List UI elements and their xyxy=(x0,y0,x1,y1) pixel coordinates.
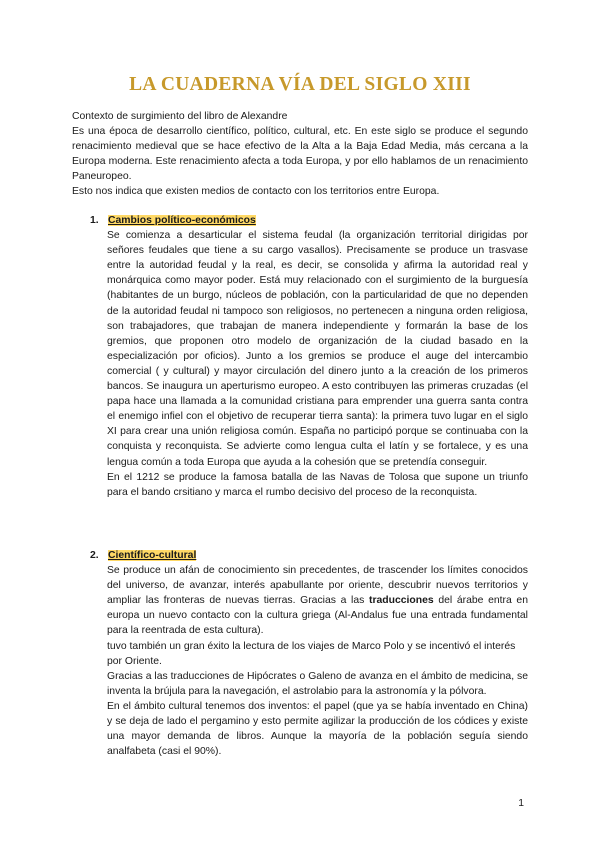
section-paragraph: En el 1212 se produce la famosa batalla de las Navas de Tolosa que supone un triunfo para el bando crsitiano y marca el rumbo decisivo del proceso de la reconquista. xyxy=(107,471,528,498)
section-number: 2. xyxy=(90,550,99,561)
section-paragraph: En el ámbito cultural tenemos dos inventos: el papel (que ya se había inventado en China) y se deja de lado el pergamino y esto permite agilizar la producción de los códices y existe una mayor demanda de libros. Aunque la mayoría de la población seguía siendo analfabeta (casi el 90%). xyxy=(107,700,528,758)
page-number: 1 xyxy=(518,798,524,809)
section-paragraph: Gracias a las traducciones de Hipócrates o Galeno de avanza en el ámbito de medicina, se inventa la brújula para la navegación, el astrolabio para la astronomía y la pólvora. xyxy=(107,670,528,697)
section-title: Científico-cultural xyxy=(108,550,197,561)
section-body xyxy=(107,228,528,500)
paragraph-text: Se produce un afán de conocimiento sin precedentes, de trascender los límites conocidos del universo, de avanzar, interés apabullante por oriente, descubrir nuevos territorios y ampliar las fronteras de nuevas tierras. Gracias a las xyxy=(107,565,528,607)
intro-closing: Esto nos indica que existen medios de contacto con los territorios entre Europa. xyxy=(72,186,440,198)
section-paragraph: tuvo también un gran éxito la lectura de los viajes de Marco Polo y se incentivó el interés por Oriente. xyxy=(107,640,516,667)
section-heading xyxy=(90,213,528,228)
section-paragraph: Se comienza a desarticular el sistema feudal (la organización territorial dirigidas por señores feudales que tiene a su cargo vasallos). Precisamente se produce un trasvase entre la autoridad feudal y la real, es decir, se consolida y afirma la autoridad real y monárquica como mayor poder. Está muy relacionado con el surgimiento de la burguesía (habitantes de un burgo, núcleos de población, con la particularidad de que no dependen de la autoridad feudal ni tampoco son religiosos, no pertenecen a ninguna orden religiosa, son trabajadores, que trabajan de manera independiente y formarán la base de los gremios, que proponen otro modelo de organización de la ciudad basado en la especialización por oficios). Junto a los gremios se produce el auge del intercambio comercial ( y cultural) y mayor circulación del dinero junto a la creación de los primeros bancos. Se inaugura un aperturismo europeo. A esto contribuyen las primeras cruzadas (el papa hace una llamada a la comunidad cristiana para emprender una guerra santa contra el enemigo infiel con el objetivo de recuperar tierra santa): la primera tuvo lugar en el siglo XI para crear una unión religiosa común. España no participó porque se continuaba con la conquista y reconquista. Se advierte como lengua culta el latín y se fortalece, y es una lengua común a toda Europa que ayuda a la cohesión que se pretendía conseguir. xyxy=(107,230,528,468)
section-paragraph xyxy=(107,563,528,638)
section-title: Cambios político-económicos xyxy=(108,215,256,226)
section-scientific-cultural xyxy=(90,548,528,759)
section-number: 1. xyxy=(90,215,99,226)
paragraph-text: del árabe entra en europa un nuevo contacto con la cultura griega (Al-Andalus fue una entrada fundamental para la reentrada de esta cultura). xyxy=(107,595,528,637)
bold-term: traducciones xyxy=(368,595,434,607)
intro-block xyxy=(72,109,528,200)
section-body xyxy=(107,563,528,759)
page-title: LA CUADERNA VÍA DEL SIGLO XIII xyxy=(129,74,471,95)
intro-paragraph: Es una época de desarrollo científico, político, cultural, etc. En este siglo se produce el segundo renacimiento medieval que se hace efectivo de la Alta a la Baja Edad Media, más cercana a la Europa moderna. Este renacimiento afecta a toda Europa, y por ello hablamos de un renacimiento Paneuropeo. xyxy=(72,126,528,183)
section-heading xyxy=(90,548,528,563)
section-political-economic xyxy=(90,213,528,500)
intro-lead: Contexto de surgimiento del libro de Alexandre xyxy=(72,111,288,122)
